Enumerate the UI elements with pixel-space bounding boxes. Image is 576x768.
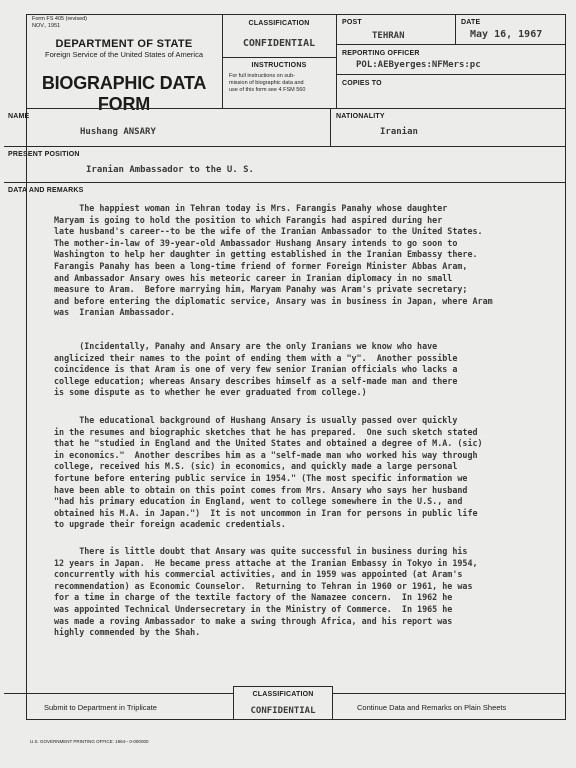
footer-classification-label: CLASSIFICATION bbox=[252, 691, 314, 698]
remarks-line: and Ambassador Ansary owes his meteoric career in Iranian diplomacy in no small bbox=[54, 272, 453, 283]
present-position-label: PRESENT POSITION bbox=[8, 151, 80, 158]
remarks-line: for a time in charge of the textile factory of the Namazee concern. In 1962 he bbox=[54, 592, 453, 603]
form-number: Form FS 405 (revised) bbox=[32, 16, 88, 22]
divider bbox=[26, 108, 566, 109]
divider bbox=[336, 74, 566, 75]
date-value: May 16, 1967 bbox=[470, 29, 543, 40]
remarks-line: The mother-in-law of 39-year-old Ambassador Hushang Ansary intends to go soon to bbox=[54, 237, 458, 248]
divider bbox=[222, 57, 336, 58]
remarks-line: highly commended by the Shah. bbox=[54, 627, 201, 638]
instructions-label: INSTRUCTIONS bbox=[251, 62, 307, 69]
remarks-line: obtained his M.A. in Japan.") It is not uncommon in Iran for persons in public life bbox=[54, 507, 478, 518]
remarks-line: fortune before entering public service in 1954." (The most specific information we bbox=[54, 472, 468, 483]
remarks-line: coincidence is that Aram is one of very few senior Iranian officials who lacks a bbox=[54, 364, 458, 375]
continue-instruction: Continue Data and Remarks on Plain Sheets bbox=[357, 703, 507, 712]
divider bbox=[455, 14, 456, 44]
classification-label: CLASSIFICATION bbox=[248, 20, 310, 27]
remarks-line: is some dispute as to whether he ever graduated from college.) bbox=[54, 387, 367, 398]
remarks-line: The happiest woman in Tehran today is Mrs. Farangis Panahy whose daughter bbox=[54, 203, 448, 213]
date-label: DATE bbox=[461, 19, 481, 26]
divider bbox=[336, 44, 566, 45]
divider bbox=[4, 146, 566, 147]
remarks-line: concurrently with his commercial activities, and in 1959 was appointed (at Aram's bbox=[54, 569, 463, 580]
department-name: DEPARTMENT OF STATE bbox=[55, 38, 193, 50]
name-label: NAME bbox=[8, 113, 30, 120]
remarks-line: late husband's career--to be the wife of the Iranian Ambassador to the United States. bbox=[54, 226, 483, 237]
remarks-line: Farangis Panahy has been a long-time friend of former Foreign Minister Abbas Aram, bbox=[54, 260, 468, 271]
remarks-line: anglicized their names to the point of ending them with a "y". Another possible bbox=[54, 352, 458, 363]
remarks-line: was Iranian Ambassador. bbox=[54, 307, 176, 318]
post-value: TEHRAN bbox=[372, 31, 405, 41]
form-title: BIOGRAPHIC DATA FORM bbox=[41, 73, 207, 114]
remarks-line: in economics." Another describes him as a "self-made man who worked his way through bbox=[54, 449, 478, 460]
foreign-service-line: Foreign Service of the United States of America bbox=[45, 50, 203, 59]
divider bbox=[336, 14, 337, 108]
remarks-line: Washington to help her daughter in getting established in the Iranian Embassy there. bbox=[54, 249, 478, 260]
remarks-line: college education; whereas Ansary describes himself as a self-made man and there bbox=[54, 375, 458, 386]
remarks-paragraph-3 bbox=[54, 415, 554, 531]
remarks-line: "had his primary education in England, went to college somewhere in the U.S., and bbox=[54, 496, 463, 507]
remarks-line: was made a roving Ambassador to make a swing through Africa, and his report was bbox=[54, 615, 453, 626]
footer-classification-value: CONFIDENTIAL bbox=[250, 706, 316, 716]
remarks-line: (Incidentally, Panahy and Ansary are the only Iranians we know who have bbox=[54, 341, 438, 351]
remarks-line: in the resumes and biographic sketches that he has prepared. One such sketch stated bbox=[54, 426, 478, 437]
remarks-line: The educational background of Hushang Ansary is usually passed over quickly bbox=[54, 415, 458, 425]
nationality-label: NATIONALITY bbox=[336, 113, 385, 120]
reporting-officer-value: POL:AEByerges:NFMers:pc bbox=[356, 60, 481, 70]
remarks-line: and before entering the diplomatic service, Ansary was in business in Japan, where Aram bbox=[54, 295, 493, 306]
remarks-line: measure to Aram. Before marrying him, Maryam Panahy was Aram's private secretary; bbox=[54, 284, 468, 295]
copies-to-label: COPIES TO bbox=[342, 80, 382, 87]
instructions-line-2: mission of biographic data and bbox=[229, 80, 304, 86]
remarks-line: There is little doubt that Ansary was quite successful in business during his bbox=[54, 546, 468, 556]
remarks-paragraph-4 bbox=[54, 546, 554, 639]
reporting-officer-label: REPORTING OFFICER bbox=[342, 50, 420, 57]
remarks-line: have been able to obtain on this point comes from Mrs. Ansary who says her husband bbox=[54, 484, 468, 495]
remarks-line: 12 years in Japan. He became press attache at the Iranian Embassy in Tokyo in 1954, bbox=[54, 557, 478, 568]
department-block bbox=[26, 38, 222, 59]
remarks-paragraph-1 bbox=[54, 203, 554, 319]
data-and-remarks-label: DATA AND REMARKS bbox=[8, 187, 84, 194]
divider bbox=[4, 182, 566, 183]
instructions-line-3: use of this form see 4 FSM 560 bbox=[229, 87, 306, 93]
instructions-line-1: For full instructions on sub- bbox=[229, 73, 296, 79]
name-value: Hushang ANSARY bbox=[80, 127, 156, 137]
remarks-line: college, received his M.S. (sic) in economics, and quickly made a large personal bbox=[54, 461, 458, 472]
present-position-value: Iranian Ambassador to the U. S. bbox=[86, 165, 254, 175]
remarks-line: to upgrade their foreign academic credentials. bbox=[54, 519, 286, 530]
printing-office-line: U.S. GOVERNMENT PRINTING OFFICE: 1964-- 0-000000 bbox=[30, 739, 149, 744]
remarks-paragraph-2 bbox=[54, 341, 554, 399]
divider bbox=[222, 14, 223, 108]
remarks-line: Maryam is going to hold the position to which Farangis had aspired during her bbox=[54, 214, 443, 225]
submit-instruction: Submit to Department in Triplicate bbox=[44, 703, 157, 712]
classification-value: CONFIDENTIAL bbox=[242, 38, 316, 49]
nationality-value: Iranian bbox=[380, 127, 418, 137]
remarks-line: that he "studied in England and the United States and obtained a degree of M.A. (sic) bbox=[54, 438, 483, 449]
remarks-line: recommendation) as Economic Counselor. Returning to Tehran in 1960 or 1961, he was bbox=[54, 580, 473, 591]
post-label: POST bbox=[342, 19, 362, 26]
remarks-line: was appointed Technical Undersecretary in the Ministry of Commerce. In 1965 he bbox=[54, 603, 453, 614]
form-revision-date: NOV., 1951 bbox=[32, 23, 61, 29]
divider bbox=[330, 108, 331, 146]
